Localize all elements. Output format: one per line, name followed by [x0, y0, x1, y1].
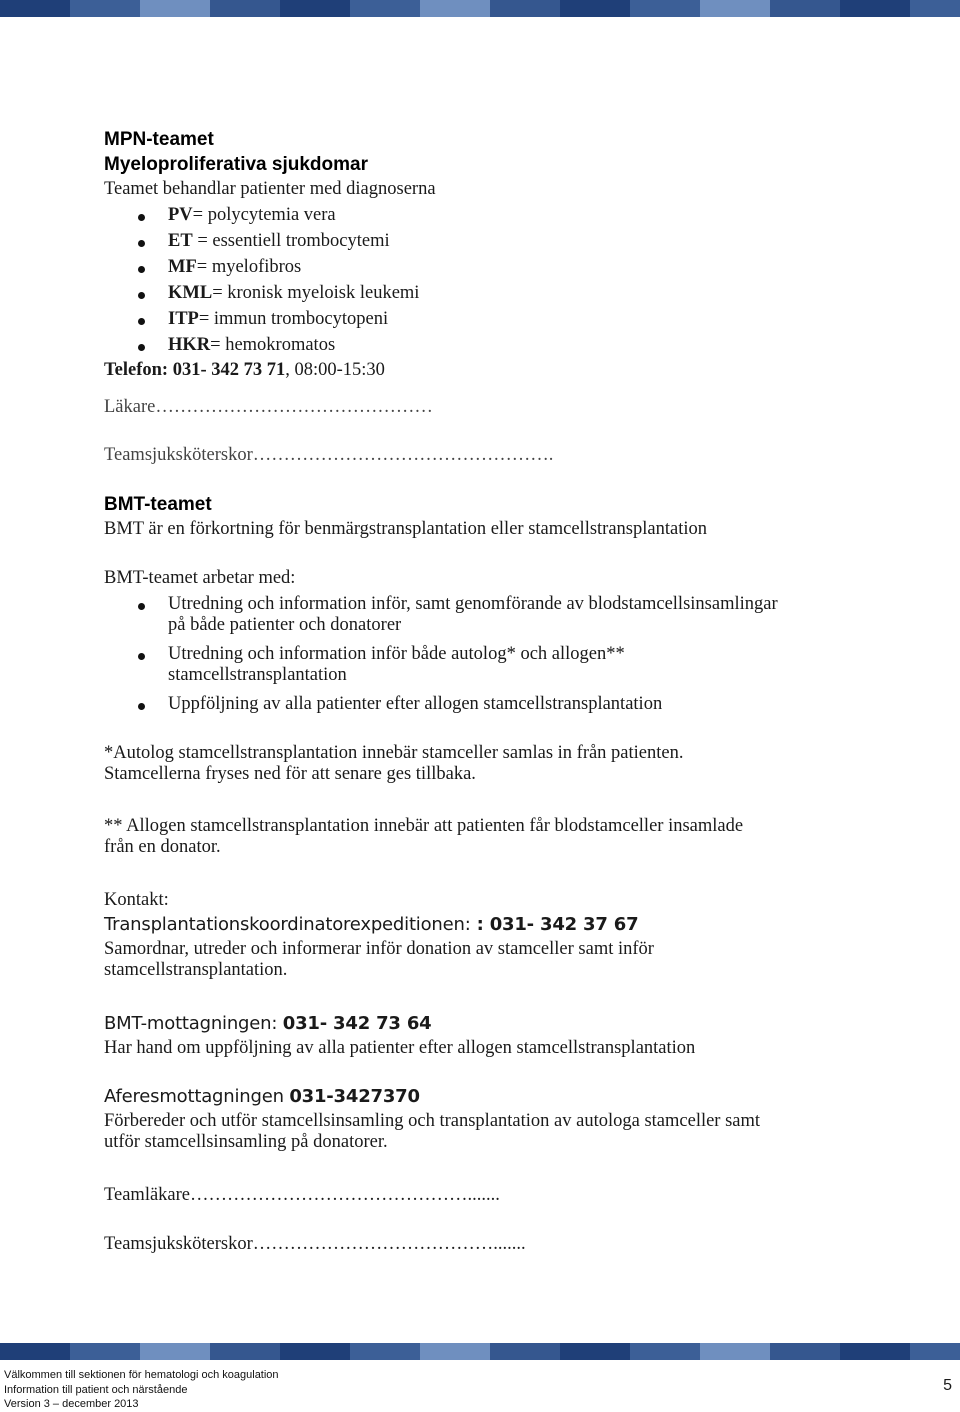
apheresis-description: Förbereder och utför stamcellsinsamling och transplantation av autologa stamceller samt utför stamcellsinsamling på donatorer. [104, 1111, 761, 1152]
bmt-description: BMT är en förkortning för benmärgstransplantation eller stamcellstransplantation [104, 519, 707, 539]
page-number: 5 [943, 1377, 952, 1394]
autolog-note: *Autolog stamcellstransplantation innebär stamceller samlas in från patienten. Stamcellerna fryses ned för att senare ges tillbaka. [104, 743, 684, 784]
mpn-doctor: Läkare……………………………………… [104, 397, 433, 417]
clinic-description: Har hand om uppföljning av alla patienter efter allogen stamcellstransplantation [104, 1038, 696, 1058]
clinic-contact: BMT-mottagningen: 031- 342 73 64 [104, 1013, 432, 1034]
mpn-nurses: Teamsjuksköterskor…………………………………………. [104, 445, 554, 465]
mpn-subtitle: Myeloproliferativa sjukdomar [104, 154, 368, 175]
mpn-title: MPN-teamet [104, 129, 214, 150]
footer-line1: Välkommen till sektionen för hematologi och koagulation [4, 1369, 279, 1381]
list-item: ITP= immun trombocytopeni [168, 309, 389, 329]
mpn-intro: Teamet behandlar patienter med diagnoserna [104, 179, 436, 199]
bmt-title: BMT-teamet [104, 494, 212, 515]
apheresis-contact: Aferesmottagningen 031-3427370 [104, 1086, 420, 1107]
list-item: PV= polycytemia vera [168, 205, 336, 225]
header-band [0, 0, 960, 17]
footer-line3: Version 3 – december 2013 [4, 1398, 139, 1410]
coordinator-description: Samordnar, utreder och informerar inför donation av stamceller samt inför stamcellstransplantation. [104, 939, 654, 980]
list-item: MF= myelofibros [168, 257, 302, 277]
footer-band [0, 1343, 960, 1360]
footer-line2: Information till patient och närstående [4, 1384, 188, 1396]
team-nurses: Teamsjuksköterskor…………………………………....... [104, 1234, 526, 1254]
list-item: KML= kronisk myeloisk leukemi [168, 283, 420, 303]
list-item: Utredning och information inför, samt genomförande av blodstamcellsinsamlingar på både patienter och donatorer [168, 594, 778, 635]
list-item: Uppföljning av alla patienter efter allogen stamcellstransplantation [168, 694, 663, 714]
list-item: Utredning och information inför både autolog* och allogen** stamcellstransplantation [168, 644, 625, 685]
coordinator-contact: Transplantationskoordinatorexpeditionen: : 031- 342 37 67 [104, 914, 639, 935]
mpn-phone: Telefon: 031- 342 73 71, 08:00-15:30 [104, 360, 385, 380]
team-doctor: Teamläkare………………………………………....... [104, 1185, 500, 1205]
list-item: ET = essentiell trombocytemi [168, 231, 390, 251]
contact-label: Kontakt: [104, 890, 169, 910]
list-item: HKR= hemokromatos [168, 335, 336, 355]
bmt-works-label: BMT-teamet arbetar med: [104, 568, 296, 588]
allogen-note: ** Allogen stamcellstransplantation innebär att patienten får blodstamceller insamlade från en donator. [104, 816, 744, 857]
